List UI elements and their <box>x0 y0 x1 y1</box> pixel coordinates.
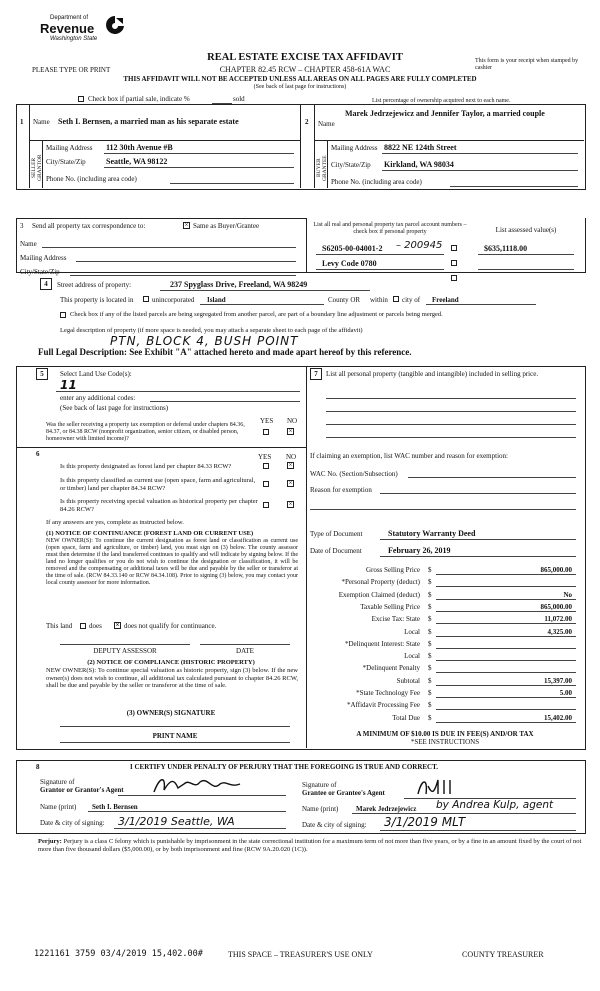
tax-row-currency: $ <box>428 689 432 697</box>
tax-row-label: Excise Tax: State <box>371 615 420 624</box>
section-2-number: 2 <box>305 118 309 126</box>
tax-row-label: *Affidavit Processing Fee <box>347 701 420 710</box>
same-as-checkbox[interactable]: × <box>184 221 189 229</box>
personal-property-label: List all personal property (tangible and intangible) included in selling price. <box>326 370 539 378</box>
buyer-mailing[interactable]: 8822 NE 124th Street <box>384 143 457 152</box>
notice2-body: NEW OWNER(S): To continue special valuation as historic property, sign (3) below. If the new owner(s) does not wish to continue, all additional tax calculated pursuant to chapter 84.26 RCW, shall be due and payable by the seller or transferor at the time of sale. <box>46 667 298 689</box>
tax-row-label: Exemption Claimed (deduct) <box>338 590 420 599</box>
section-5-number: 5 <box>36 368 48 380</box>
parcel-header: List all real and personal property tax parcel account numbers – check box if personal property <box>313 222 467 235</box>
seller-phone-label: Phone No. (including area code) <box>46 175 137 183</box>
unincorporated-checkbox[interactable] <box>143 296 149 302</box>
s3-mailing-label: Mailing Address <box>20 254 67 262</box>
treasurer-space: THIS SPACE – TREASURER'S USE ONLY <box>228 950 373 959</box>
segregated-label: Check box if any of the listed parcels are being segregated from another parcel, are part of a boundary line adjustment or parcels being merged. <box>70 311 443 318</box>
q-current-use: Is this property classified as current use (open space, farm and agricultural, or timber) land per chapter 84.34 RCW? <box>60 477 256 492</box>
county-or-label: County OR <box>328 296 361 304</box>
logo-dept: Department of <box>50 15 89 21</box>
doc-date[interactable]: February 26, 2019 <box>388 546 451 555</box>
parcel-number[interactable]: S6205-00-04001-2 <box>322 244 383 253</box>
seller-name[interactable]: Seth I. Bernsen, a married man as his separate estate <box>58 117 239 126</box>
tax-row-label: Gross Selling Price <box>365 566 420 574</box>
unincorporated-label: unincorporated <box>152 296 195 304</box>
tax-row-underline <box>436 672 576 673</box>
current-use-no-checkbox[interactable]: × <box>288 479 293 487</box>
tax-row-currency: $ <box>428 627 432 636</box>
tax-row-currency: $ <box>428 664 432 673</box>
logo-state: Washington State <box>50 36 98 42</box>
tax-row-underline <box>436 623 576 624</box>
historic-yes-checkbox[interactable] <box>263 502 269 508</box>
tax-row-value[interactable]: 5.00 <box>559 689 572 697</box>
sold-label: sold <box>233 95 245 103</box>
seller-mailing-label: Mailing Address <box>46 144 93 152</box>
tax-row-currency: $ <box>428 701 432 710</box>
please-type: PLEASE TYPE OR PRINT <box>32 66 111 74</box>
tax-row-label: Local <box>404 627 420 636</box>
historic-no-checkbox[interactable]: × <box>288 500 293 508</box>
see-back: (See back of last page for instructions) <box>253 84 347 90</box>
grantee-date-hand[interactable]: 3/1/2019 MLT <box>384 815 466 829</box>
tax-row-underline <box>436 611 576 612</box>
perjury-text: Perjury is a class C felony which is punishable by imprisonment in the state correctional institution for a maximum term of not more than five years, or by a fine in an amount fixed by the court of not more than five thousand dollars ($5,000.00), or by both imprisonment and fine (RCW 9A.20.020 (1C)). <box>38 838 582 853</box>
tax-row-currency: $ <box>428 676 432 685</box>
grantee-name[interactable]: Marek Jedrzejewicz <box>356 805 417 813</box>
parcel-3-checkbox[interactable] <box>451 275 457 281</box>
grantor-name-label: Name (print) <box>40 803 77 811</box>
city-value[interactable]: Freeland <box>432 296 459 304</box>
buyer-city[interactable]: Kirkland, WA 98034 <box>384 160 454 169</box>
perjury-label: Perjury: <box>38 838 62 845</box>
s3-city-label: City/State/Zip <box>20 268 60 276</box>
seller-mailing[interactable]: 112 30th Avenue #B <box>106 143 173 152</box>
tax-row-label: *State Technology Fee <box>356 689 420 697</box>
tax-row-label: *Personal Property (deduct) <box>341 578 420 587</box>
q-historic: Is this property receiving special valuation as historical property per chapter 84.26 RCW? <box>60 498 258 513</box>
buyer-vertical-label: BUYER GRANTEE <box>316 155 328 181</box>
sig-grantee-2: Grantee or Grantee's Agent <box>302 789 385 797</box>
send-label: Send all property tax correspondence to: <box>32 222 146 230</box>
parcel-1-checkbox[interactable] <box>451 245 457 251</box>
certify-statement: I CERTIFY UNDER PENALTY OF PERJURY THAT THE FOREGOING IS TRUE AND CORRECT. <box>130 763 439 771</box>
tax-row-label: Local <box>404 652 420 661</box>
within-label: within <box>370 296 388 304</box>
grantor-signature[interactable] <box>150 774 260 796</box>
tax-row-label: Total Due <box>392 713 420 722</box>
tax-row-label: *Delinquent Penalty <box>362 664 420 673</box>
tax-row-value[interactable]: 15,402.00 <box>544 713 572 722</box>
tax-row-currency: $ <box>428 602 432 611</box>
tax-row-underline <box>436 636 576 637</box>
buyer-city-label: City/State/Zip <box>331 161 371 169</box>
tax-row-currency: $ <box>428 615 432 624</box>
doc-type-label: Type of Document <box>310 530 363 538</box>
does-label: does <box>89 622 102 630</box>
city-of-label: city of <box>402 296 421 304</box>
land-use-label: Select Land Use Code(s): <box>60 370 132 378</box>
if-yes-note: If any answers are yes, complete as instructed below. <box>46 519 184 526</box>
assessed-value[interactable]: $635,1118.00 <box>484 244 528 253</box>
tax-row-underline <box>436 660 576 661</box>
nonprofit-yes-checkbox[interactable] <box>263 429 269 435</box>
q-forest: Is this property designated as forest land per chapter 84.33 RCW? <box>60 463 232 470</box>
notice2-title: (2) NOTICE OF COMPLIANCE (HISTORIC PROPERTY) <box>87 659 255 666</box>
tax-row-underline <box>436 709 576 710</box>
tax-row-value[interactable]: 865,000.00 <box>540 566 572 574</box>
form-title: REAL ESTATE EXCISE TAX AFFIDAVIT <box>207 52 403 63</box>
form-warning: THIS AFFIDAVIT WILL NOT BE ACCEPTED UNLESS ALL AREAS ON ALL PAGES ARE FULLY COMPLETED <box>123 75 477 83</box>
logo-revenue: Revenue <box>40 21 95 36</box>
buyer-name[interactable]: Marek Jedrzejewicz and Jennifer Taylor, a married couple <box>345 109 545 118</box>
tax-row-currency: $ <box>428 590 432 599</box>
same-as-label: Same as Buyer/Grantee <box>193 222 260 230</box>
tax-row-label: Subtotal <box>396 676 420 685</box>
grantor-name[interactable]: Seth I. Bernsen <box>92 803 138 811</box>
receipt-stamp: 1221161 3759 03/4/2019 15,402.00# <box>34 949 203 959</box>
print-name-label: PRINT NAME <box>152 732 198 740</box>
street-address[interactable]: 237 Spyglass Drive, Freeland, WA 98249 <box>170 280 308 289</box>
nonprofit-no-checkbox[interactable]: × <box>288 427 293 435</box>
legal-label: Legal description of property (if more space is needed, you may attach a separate sheet to each page of the affidavit) <box>60 327 363 334</box>
sig-grantor-2: Grantor or Grantor's Agent <box>40 786 124 794</box>
land-use-code[interactable]: 11 <box>60 378 77 392</box>
notice1-title: (1) NOTICE OF CONTINUANCE (FOREST LAND OR CURRENT USE) <box>46 530 254 537</box>
tax-row-value[interactable]: 4,325.00 <box>547 627 572 636</box>
section-8-number: 8 <box>36 763 40 771</box>
buyer-name-label: Name <box>318 120 335 128</box>
deputy-assessor-label: DEPUTY ASSESSOR <box>93 647 157 655</box>
tax-row-label: *Delinquent Interest: State <box>344 639 420 648</box>
street-label: Street address of property: <box>57 281 132 289</box>
revenue-logo <box>20 10 135 50</box>
tax-row-currency: $ <box>428 566 432 574</box>
tax-row-underline <box>436 599 576 600</box>
assessed-header: List assessed value(s) <box>495 226 557 234</box>
tax-row-currency: $ <box>428 578 432 587</box>
tax-row-underline <box>436 586 576 587</box>
legal-handwritten: PTN, BLOCK 4, BUSH POINT <box>110 334 299 348</box>
grantor-date-label: Date & city of signing: <box>40 819 105 827</box>
forest-no-checkbox[interactable]: × <box>288 461 293 469</box>
doc-date-label: Date of Document <box>310 547 362 555</box>
does-checkbox[interactable] <box>80 623 86 629</box>
notice1-body: NEW OWNER(S): To continue the current designation as forest land or classification as current use (open space, farm and agriculture, or timber) land, you must sign on (3) below. The county assessor must then determine if the land transferred continues to qualify and will indicate by signing below. If the land no longer qualifies or you do not wish to continue the designation or classification, it will be removed and the compensating or additional taxes will be due and payable by the seller or transferor at the time of sale. (RCW 84.33.140 or RCW 84.34.108). Prior to signing (3) below, you may contact your local county assessor for more information. <box>46 538 298 586</box>
section-7-number: 7 <box>310 368 322 380</box>
additional-codes-label: enter any additional codes: <box>60 394 136 402</box>
revenue-logo-mark <box>104 14 126 38</box>
exemption-label: If claiming an exemption, list WAC number and reason for exemption: <box>310 452 508 460</box>
forest-yes-checkbox[interactable] <box>263 463 269 469</box>
segregated-checkbox[interactable] <box>60 312 66 318</box>
seller-city[interactable]: Seattle, WA 98122 <box>106 157 168 166</box>
tax-row-value[interactable]: 11,072.00 <box>544 615 572 624</box>
tax-row-underline <box>436 648 576 649</box>
current-use-yes-checkbox[interactable] <box>263 481 269 487</box>
form-chapter: CHAPTER 82.45 RCW – CHAPTER 458-61A WAC <box>219 65 391 74</box>
date-label: DATE <box>236 647 254 655</box>
parcel-handwritten: – 200945 <box>396 240 443 251</box>
levy-code[interactable]: Levy Code 0780 <box>322 259 377 268</box>
doc-type[interactable]: Statutory Warranty Deed <box>388 529 476 538</box>
tax-row-value[interactable]: 865,000.00 <box>540 602 572 611</box>
does-not-checkbox[interactable]: × <box>115 621 120 629</box>
does-not-label: does not qualify for continuance. <box>124 622 217 630</box>
perjury-note <box>38 838 586 853</box>
sig-grantor-1: Signature of <box>40 778 75 786</box>
grantee-date-label: Date & city of signing: <box>302 821 367 829</box>
partial-sale-checkbox[interactable] <box>78 96 84 102</box>
tax-row-label: Taxable Selling Price <box>360 602 420 611</box>
county-treasurer: COUNTY TREASURER <box>462 950 544 959</box>
minimum-note: A MINIMUM OF $10.00 IS DUE IN FEE(S) AND/OR TAX <box>356 730 534 738</box>
seller-name-label: Name <box>33 118 50 126</box>
tax-row-underline <box>436 722 576 723</box>
grantee-signature[interactable] <box>414 776 474 798</box>
partial-sale-label: Check box if partial sale, indicate % <box>88 95 190 103</box>
s5-yes: YES <box>260 417 274 425</box>
tax-row-currency: $ <box>428 652 432 661</box>
section-4-number: 4 <box>40 278 52 290</box>
receipt-note: This form is your receipt when stamped by cashier <box>475 58 579 71</box>
section-3-number: 3 <box>20 222 24 230</box>
section-1-number: 1 <box>20 118 24 126</box>
s3-name-label: Name <box>20 240 37 248</box>
q-nonprofit: Was the seller receiving a property tax exemption or deferral under chapters 84.36, 84.37, or 84.38 RCW (nonprofit organization, senior citizen, or disabled person, homeowner with limited income)? <box>46 422 245 442</box>
buyer-mailing-label: Mailing Address <box>331 144 378 152</box>
sig-grantee-1: Signature of <box>302 781 337 789</box>
grantee-agent-hand[interactable]: by Andrea Kulp, agent <box>436 799 554 811</box>
tax-row-value[interactable]: 15,397.00 <box>544 676 572 685</box>
parcel-2-checkbox[interactable] <box>451 260 457 266</box>
seller-city-label: City/State/Zip <box>46 158 86 166</box>
tax-row-currency: $ <box>428 713 432 722</box>
tax-row-value[interactable]: No <box>563 590 572 599</box>
county-value[interactable]: Island <box>207 296 226 304</box>
seller-vertical-label: SELLER GRANTOR <box>31 154 43 182</box>
buyer-phone-label: Phone No. (including area code) <box>331 178 422 186</box>
s6-no: NO <box>286 453 297 461</box>
s6-yes: YES <box>258 453 272 461</box>
grantor-date-hand[interactable]: 3/1/2019 Seattle, WA <box>118 815 235 828</box>
see-instructions: *SEE INSTRUCTIONS <box>410 738 480 746</box>
tax-row-underline <box>436 685 576 686</box>
reason-label: Reason for exemption <box>310 486 372 494</box>
grantee-name-label: Name (print) <box>302 805 339 813</box>
tax-row-underline <box>436 574 576 575</box>
s5-see-back: (See back of last page for instructions) <box>60 404 169 412</box>
tax-row-underline <box>436 697 576 698</box>
section-6-number: 6 <box>36 450 40 458</box>
located-label: This property is located in <box>60 296 134 304</box>
owner-sig-label: (3) OWNER(S) SIGNATURE <box>126 709 216 717</box>
within-checkbox[interactable] <box>393 296 399 302</box>
ownership-note: List percentage of ownership acquired next to each name. <box>372 98 511 104</box>
tax-row-currency: $ <box>428 639 432 648</box>
this-land-label: This land <box>46 622 73 630</box>
s5-no: NO <box>287 417 298 425</box>
wac-label: WAC No. (Section/Subsection) <box>310 470 398 478</box>
full-legal-description: Full Legal Description: See Exhibit "A" attached hereto and made apart hereof by this reference. <box>38 347 412 357</box>
